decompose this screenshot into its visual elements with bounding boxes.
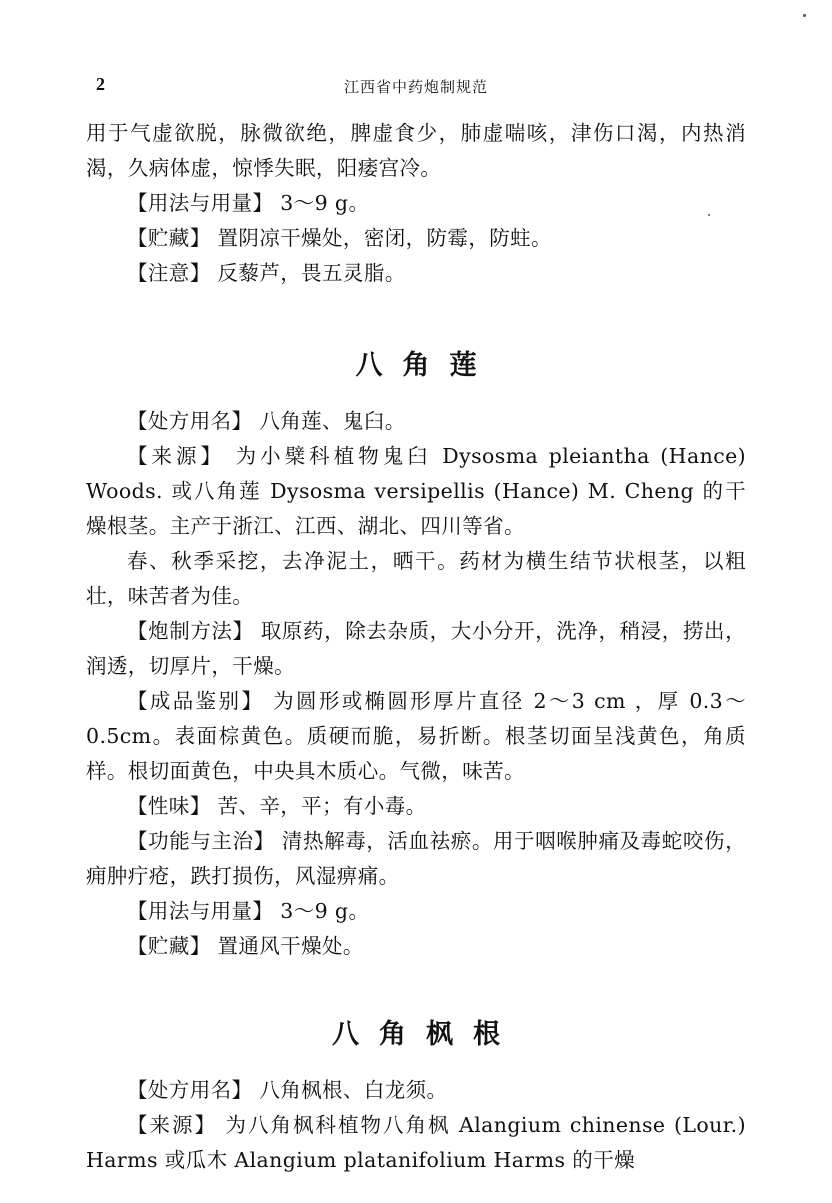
entry2-names-paragraph	[86, 1073, 746, 1108]
entry1-identification-label: 【成品鉴别】	[127, 689, 265, 713]
entry1-nature-paragraph	[86, 789, 746, 824]
entry1-processing-text: 取原药，除去杂质，大小分开，洗净，稍浸，捞出，润透，切厚片，干燥。	[86, 619, 746, 678]
entry1-harvest-paragraph: 春、秋季采挖，去净泥土，晒干。药材为横生结节状根茎，以粗壮，味苦者为佳。	[86, 549, 746, 608]
entry2-source-text: 为八角枫科植物八角枫 Alangium chinense (Lour.) Harms 或瓜木 Alangium platanifolium Harms 的干燥	[86, 1113, 746, 1172]
entry1-title: 八角莲	[355, 350, 497, 381]
entry2-title: 八角枫根	[332, 1019, 520, 1050]
entry2-names-text: 八角枫根、白龙须。	[259, 1078, 448, 1102]
scan-speck	[708, 214, 710, 216]
entry1-function-label: 【功能与主治】	[127, 829, 275, 853]
entry1-processing-paragraph	[86, 614, 746, 684]
entry1-source-text: 为小檗科植物鬼臼 Dysosma pleiantha (Hance) Woods. 或八角莲 Dysosma versipellis (Hance) M. Cheng 的干燥根茎。主产于浙江、江西、湖北、四川等省。	[86, 444, 746, 538]
entry1-source-paragraph	[86, 439, 746, 544]
prev-storage-label: 【贮藏】	[127, 226, 211, 250]
entry1-usage-label: 【用法与用量】	[127, 899, 274, 923]
entry2-names-label: 【处方用名】	[127, 1078, 253, 1102]
prev-caution-text: 反藜芦，畏五灵脂。	[217, 261, 406, 285]
entry1-function-paragraph	[86, 824, 746, 894]
scan-speck	[803, 14, 806, 17]
prev-usage-paragraph	[86, 186, 746, 221]
entry1-function-text: 清热解毒，活血祛瘀。用于咽喉肿痛及毒蛇咬伤，痈肿疔疮，跌打损伤，风湿痹痛。	[86, 829, 746, 888]
entry1-nature-text: 苦、辛，平；有小毒。	[217, 794, 427, 818]
entry1-names-label: 【处方用名】	[127, 409, 253, 433]
entry1-source-label: 【来源】	[127, 444, 226, 468]
entry1-identification-paragraph	[86, 684, 746, 789]
entry1-identification-text: 为圆形或椭圆形厚片直径 2～3 cm ，厚 0.3～0.5cm。表面棕黄色。质硬而脆，易折断。根茎切面呈浅黄色，角质样。根切面黄色，中央具木质心。气微，味苦。	[86, 689, 746, 783]
prev-storage-text: 置阴凉干燥处，密闭，防霉，防蛀。	[217, 226, 552, 250]
prev-caution-label: 【注意】	[127, 261, 211, 285]
entry2-source-paragraph	[86, 1108, 746, 1178]
entry1-usage-paragraph	[86, 894, 746, 929]
entry1-nature-label: 【性味】	[127, 794, 211, 818]
page-header	[0, 74, 832, 98]
entry1-storage-label: 【贮藏】	[127, 934, 211, 958]
entry1-storage-paragraph	[86, 929, 746, 964]
prev-usage-text: 3～9 g。	[280, 191, 370, 215]
entry1-storage-text: 置通风干燥处。	[217, 934, 364, 958]
page-body	[86, 116, 746, 1178]
entry1-processing-label: 【炮制方法】	[127, 619, 254, 643]
entry2-source-label: 【来源】	[127, 1113, 217, 1137]
entry1-names-text: 八角莲、鬼臼。	[259, 409, 406, 433]
page-number: 2	[96, 74, 105, 94]
prev-storage-paragraph	[86, 221, 746, 256]
prev-usage-label: 【用法与用量】	[127, 191, 274, 215]
prev-entry-continuation: 用于气虚欲脱，脉微欲绝，脾虚食少，肺虚喘咳，津伤口渴，内热消渴，久病体虚，惊悸失眠，阳痿宫冷。	[86, 121, 746, 180]
entry1-usage-text: 3～9 g。	[280, 899, 370, 923]
entry1-names-paragraph	[86, 404, 746, 439]
running-title: 江西省中药炮制规范	[343, 78, 488, 96]
prev-caution-paragraph	[86, 256, 746, 291]
